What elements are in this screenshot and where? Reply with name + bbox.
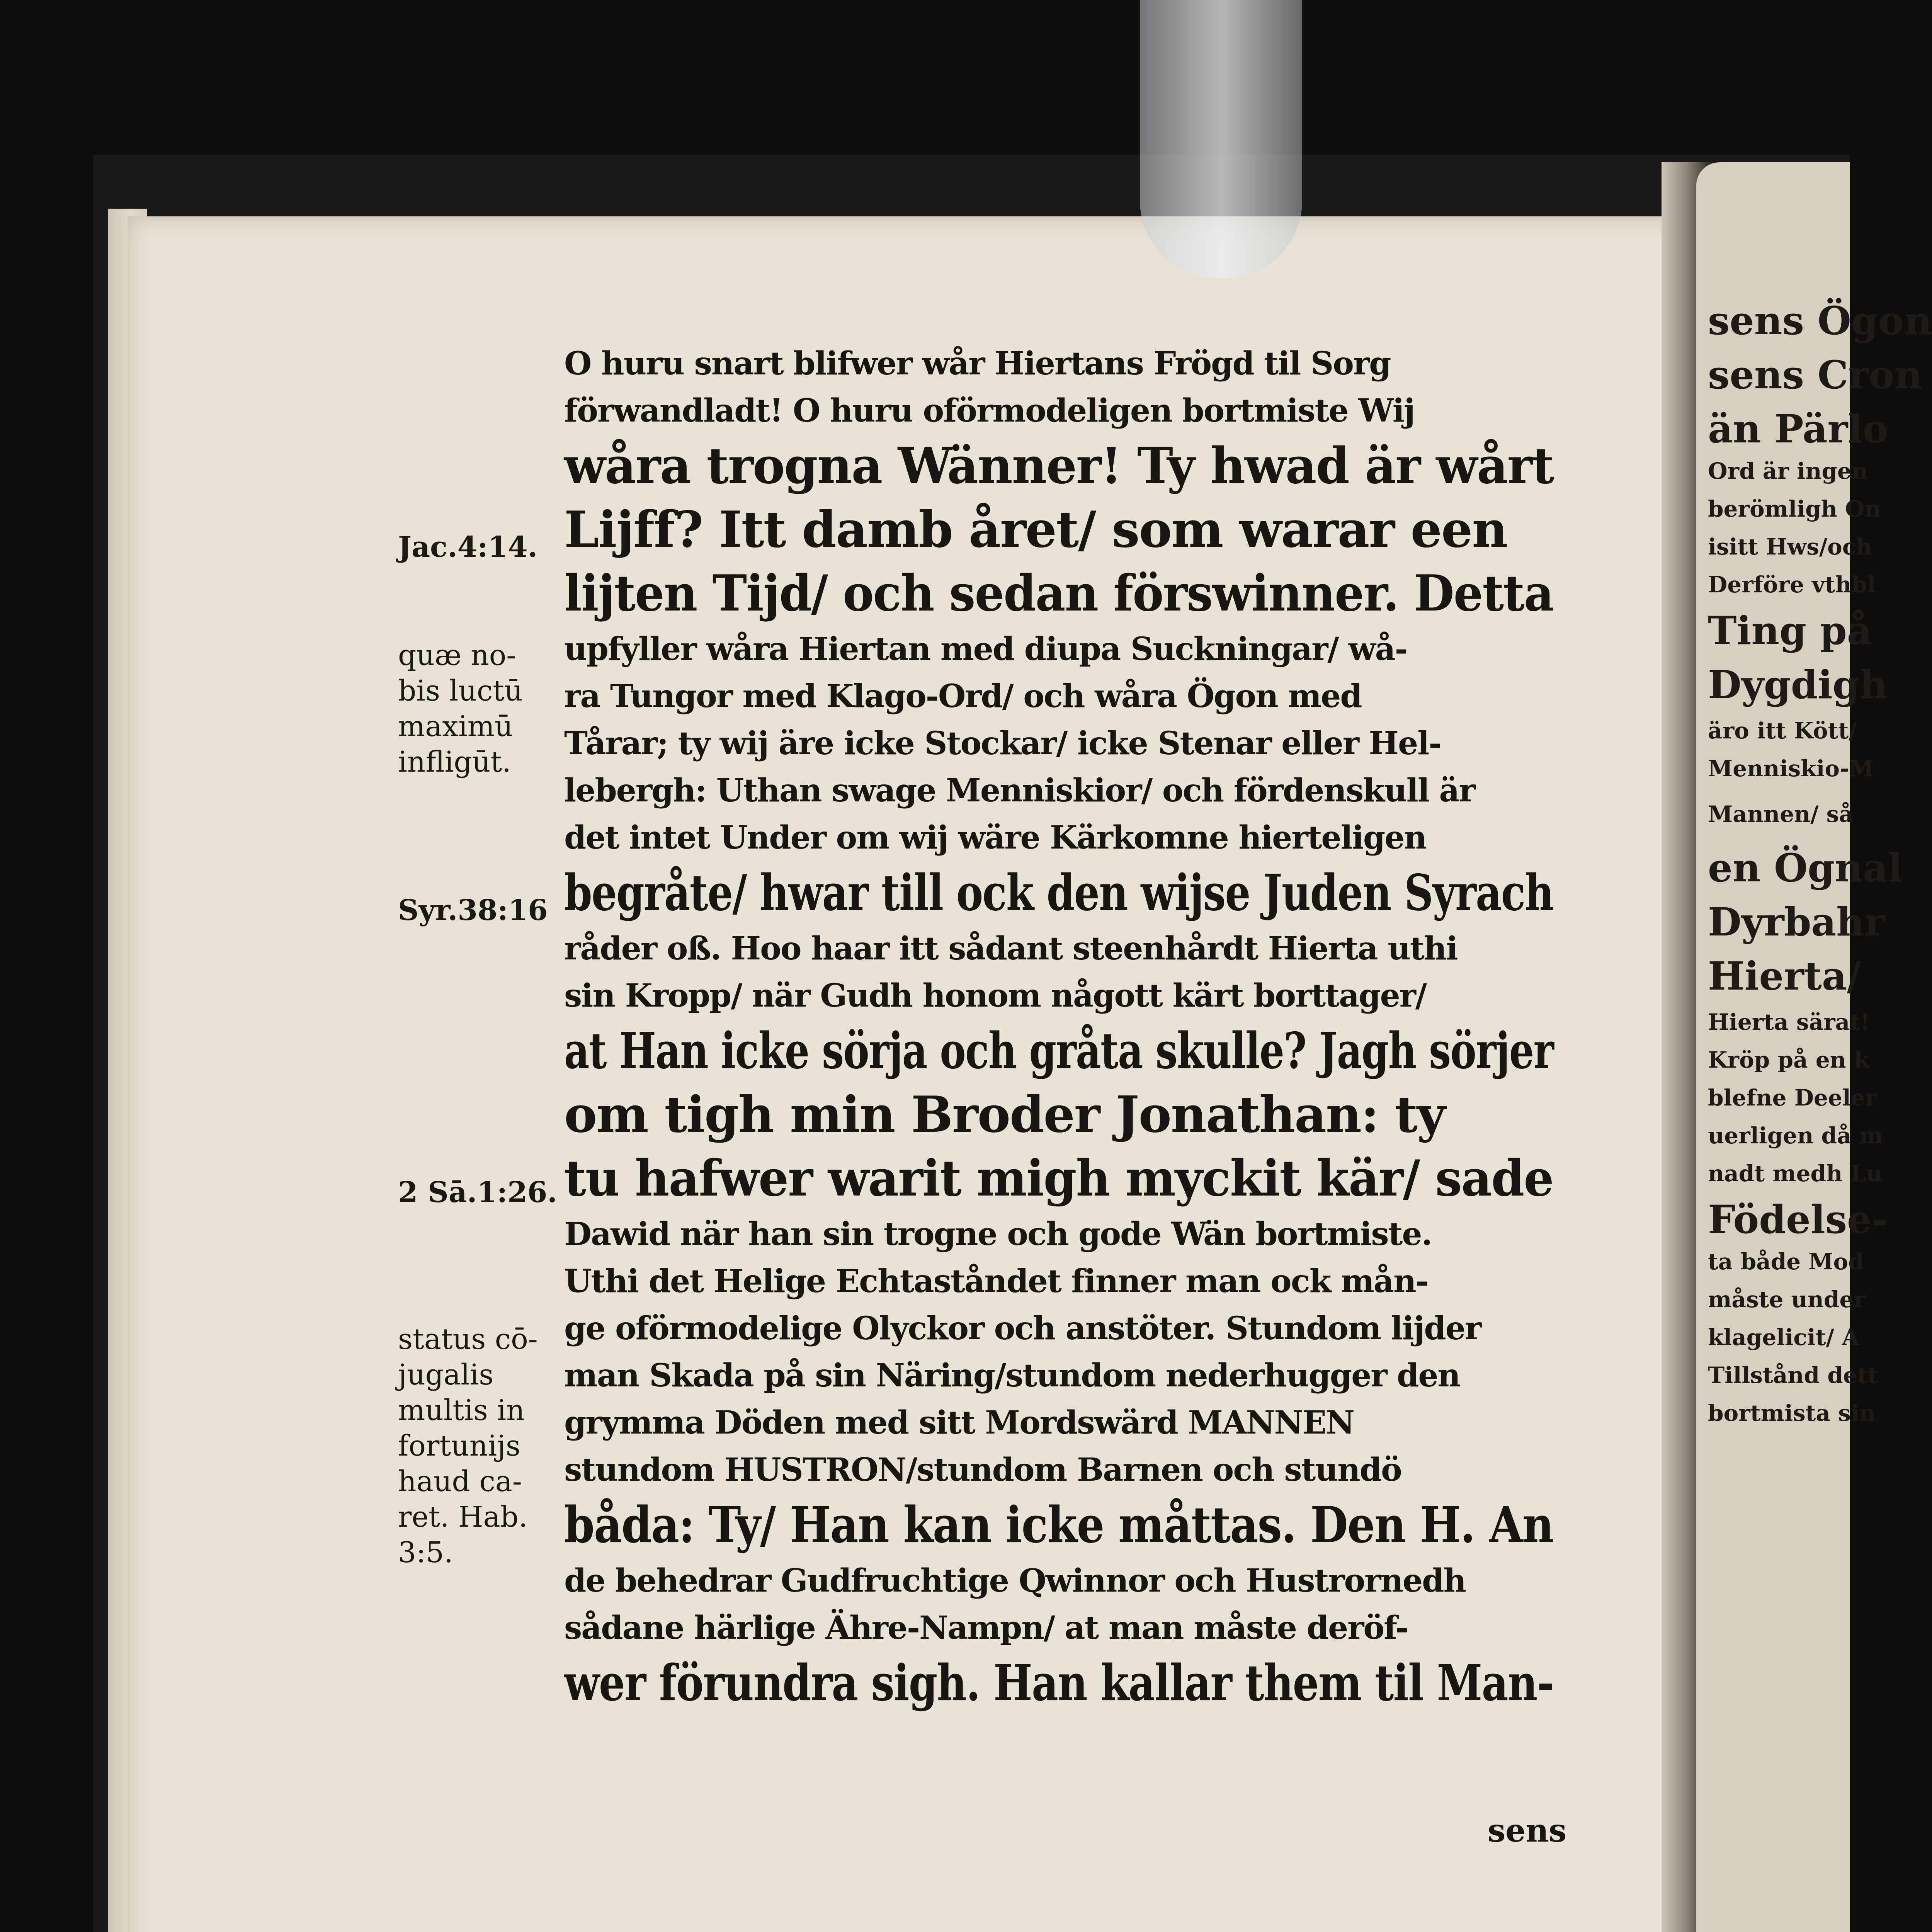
right-page-line: Hierta särat! [1708,1009,1870,1035]
margin-note-quae [398,638,523,780]
text-line: wer förundra sigh. Han kallar them til Man- [564,1654,1554,1712]
text-line: lebergh: Uthan swage Menniskior/ och fördenskull är [564,772,1475,809]
text-line: begråte/ hwar till ock den wijse Juden Syrach [564,864,1554,922]
margin-note-line: quæ no- [398,639,516,672]
text-line: förwandladt! O huru oförmodeligen bortmiste Wij [564,392,1415,429]
text-line: stundom HUSTRON/stundom Barnen och stundö [564,1451,1401,1488]
right-page-line: sens Ögon [1708,298,1932,344]
margin-ref-jac: Jac.4:14. [398,531,538,564]
text-line: råder oß. Hoo haar itt sådant steenhårdt Hierta uthi [564,930,1458,967]
catchword: sens [1488,1812,1567,1849]
text-line: sådane härlige Ähre-Nampn/ at man måste deröf- [564,1609,1408,1646]
right-page-line: blefne Deeler [1708,1085,1877,1111]
margin-note-line: 3:5. [398,1536,453,1569]
right-page-line: Menniskio-M [1708,755,1874,782]
text-line: Dawid när han sin trogne och gode Wän bortmiste. [564,1216,1432,1253]
margin-note-line: bis luctū [398,674,523,707]
right-page-line: nadt medh Lu [1708,1160,1883,1187]
right-page-line: berömligh On [1708,496,1881,522]
text-line: ra Tungor med Klago-Ord/ och wåra Ögon med [564,678,1362,715]
right-page-line: Mannen/ så [1708,801,1854,827]
margin-note-line: multis in [398,1394,525,1427]
text-line: sin Kropp/ när Gudh honom någott kärt borttager/ [564,977,1426,1014]
margin-note-line: ret. Hab. [398,1500,528,1534]
text-line: det intet Under om wij wäre Kärkomne hierteligen [564,819,1426,856]
right-page-line: uerligen då m [1708,1122,1883,1149]
text-line: Uthi det Helige Echtaståndet finner man ock mån- [564,1263,1428,1300]
text-line: at Han icke sörja och gråta skulle? Jagh sörjer [564,1022,1554,1080]
margin-note-line: fortunijs [398,1429,520,1463]
text-line: Lijff? Itt damb året/ som warar een [564,501,1507,559]
right-page-line: äro itt Kött/ [1708,718,1857,744]
text-line: om tigh min Broder Jonathan: ty [564,1086,1445,1144]
main-text-block [564,340,1553,1715]
right-page-line: Hierta/ [1708,953,1861,999]
text-line: Tårar; ty wij äre icke Stockar/ icke Stenar eller Hel- [564,725,1441,762]
margin-note-line: jugalis [398,1358,494,1391]
right-page-line: ta både Mod [1708,1248,1864,1275]
right-page-line: sens Cron [1708,352,1923,398]
right-page-line: bortmista sin [1708,1400,1876,1426]
text-line: båda: Ty/ Han kan icke måttas. Den H. An [564,1496,1553,1554]
text-line: tu hafwer warit migh myckit kär/ sade [564,1150,1553,1208]
margin-note-line: haud ca- [398,1465,522,1498]
right-page-line: klagelicit/ A [1708,1324,1859,1350]
text-line: de behedrar Gudfruchtige Qwinnor och Hustrornedh [564,1562,1466,1599]
right-page-line: måste under [1708,1286,1866,1313]
margin-note-line: status cō- [398,1323,538,1356]
right-page-line: Dygdigh [1708,662,1888,707]
text-line: man Skada på sin Näring/stundom nederhugger den [564,1357,1460,1394]
book-clip-top [1140,0,1302,278]
text-line: upfyller wåra Hiertan med diupa Suckningar/ wå- [564,631,1407,668]
margin-ref-sam: 2 Sā.1:26. [398,1176,557,1209]
right-page-line: Dyrbahr [1708,899,1885,945]
right-page-line: Derföre vthbl [1708,571,1876,598]
right-page-line: en Ögnal [1708,845,1903,891]
text-line: lijten Tijd/ och sedan förswinner. Detta [564,565,1553,622]
right-page-line: Födelse- [1708,1197,1888,1242]
right-page-line: Kröp på en k [1708,1047,1870,1073]
margin-note-line: infligūt. [398,745,511,779]
text-line: O huru snart blifwer wår Hiertans Frögd til Sorg [564,345,1391,382]
margin-ref-syr: Syr.38:16 [398,894,548,927]
text-line: grymma Döden med sitt Mordswärd MANNEN [564,1404,1354,1441]
text-line: wåra trogna Wänner! Ty hwad är wårt [564,437,1554,495]
book-page-right [1696,162,1932,1932]
margin-note-line: maximū [398,710,513,743]
right-page-line: isitt Hws/och [1708,534,1872,560]
margin-note-status [398,1321,538,1570]
right-page-line: Tillstånd dett [1708,1362,1878,1388]
right-page-line: Ting på [1708,608,1872,653]
text-line: ge oförmodelige Olyckor och anstöter. Stundom lijder [564,1310,1481,1347]
right-page-line: än Pärlo [1708,406,1888,452]
right-page-line: Ord är ingen [1708,458,1868,484]
